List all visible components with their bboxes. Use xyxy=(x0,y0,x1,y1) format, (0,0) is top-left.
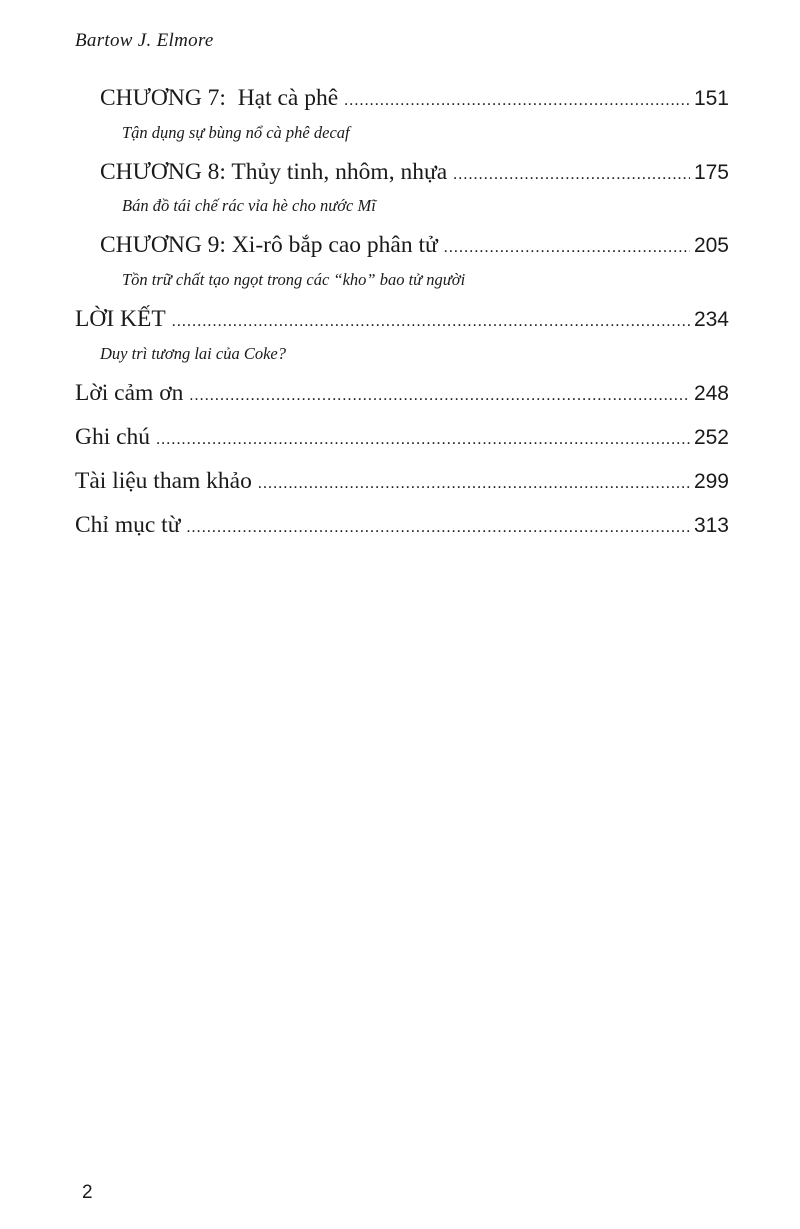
dot-leader xyxy=(453,160,690,190)
page-number: 2 xyxy=(82,1182,93,1203)
toc-entry-title: Lời cảm ơn xyxy=(75,380,184,406)
toc-entry-title: Chỉ mục từ xyxy=(75,512,181,538)
dot-leader xyxy=(172,307,690,337)
toc-entry-chapter-9 xyxy=(100,230,729,263)
toc-entry-bibliography xyxy=(75,466,729,499)
toc-entry-title: CHƯƠNG 7: Hạt cà phê xyxy=(100,85,339,111)
running-head: Bartow J. Elmore xyxy=(75,30,214,51)
toc-entry-page: 299 xyxy=(693,470,729,493)
toc-entry-acknowledgements xyxy=(75,378,729,411)
toc-entry-chapter-8 xyxy=(100,157,729,190)
toc-entry-subtitle: Duy trì tương lai của Coke? xyxy=(100,344,286,363)
dot-leader xyxy=(258,469,690,499)
toc-entry-page: 205 xyxy=(693,234,729,257)
toc-entry-page: 234 xyxy=(693,308,729,331)
toc-entry-subtitle: Bán đồ tái chế rác vỉa hè cho nước Mĩ xyxy=(122,196,376,215)
toc-entry-page: 151 xyxy=(693,87,729,110)
toc-entry-chapter-7 xyxy=(100,83,729,116)
dot-leader xyxy=(186,513,690,543)
toc-entry-title: CHƯƠNG 8: Thủy tinh, nhôm, nhựa xyxy=(100,159,448,185)
toc-entry-page: 313 xyxy=(693,514,729,537)
dot-leader xyxy=(156,425,690,455)
toc-entry-page: 252 xyxy=(693,426,729,449)
toc-entry-subtitle: Tận dụng sự bùng nổ cà phê decaf xyxy=(122,123,350,142)
toc-entry-page: 175 xyxy=(693,161,729,184)
toc-entry-title: CHƯƠNG 9: Xi-rô bắp cao phân tử xyxy=(100,232,438,258)
dot-leader xyxy=(444,233,690,263)
toc-entry-epilogue xyxy=(75,304,729,337)
toc-entry-page: 248 xyxy=(693,382,729,405)
toc-entry-notes xyxy=(75,422,729,455)
dot-leader xyxy=(189,381,690,411)
toc-entry-index xyxy=(75,510,729,543)
toc-entry-title: LỜI KẾT xyxy=(75,306,166,332)
toc-entry-title: Ghi chú xyxy=(75,424,151,450)
dot-leader xyxy=(344,86,690,116)
toc-entry-title: Tài liệu tham khảo xyxy=(75,468,252,494)
toc-entry-subtitle: Tồn trữ chất tạo ngọt trong các “kho” bao tử người xyxy=(122,270,466,289)
